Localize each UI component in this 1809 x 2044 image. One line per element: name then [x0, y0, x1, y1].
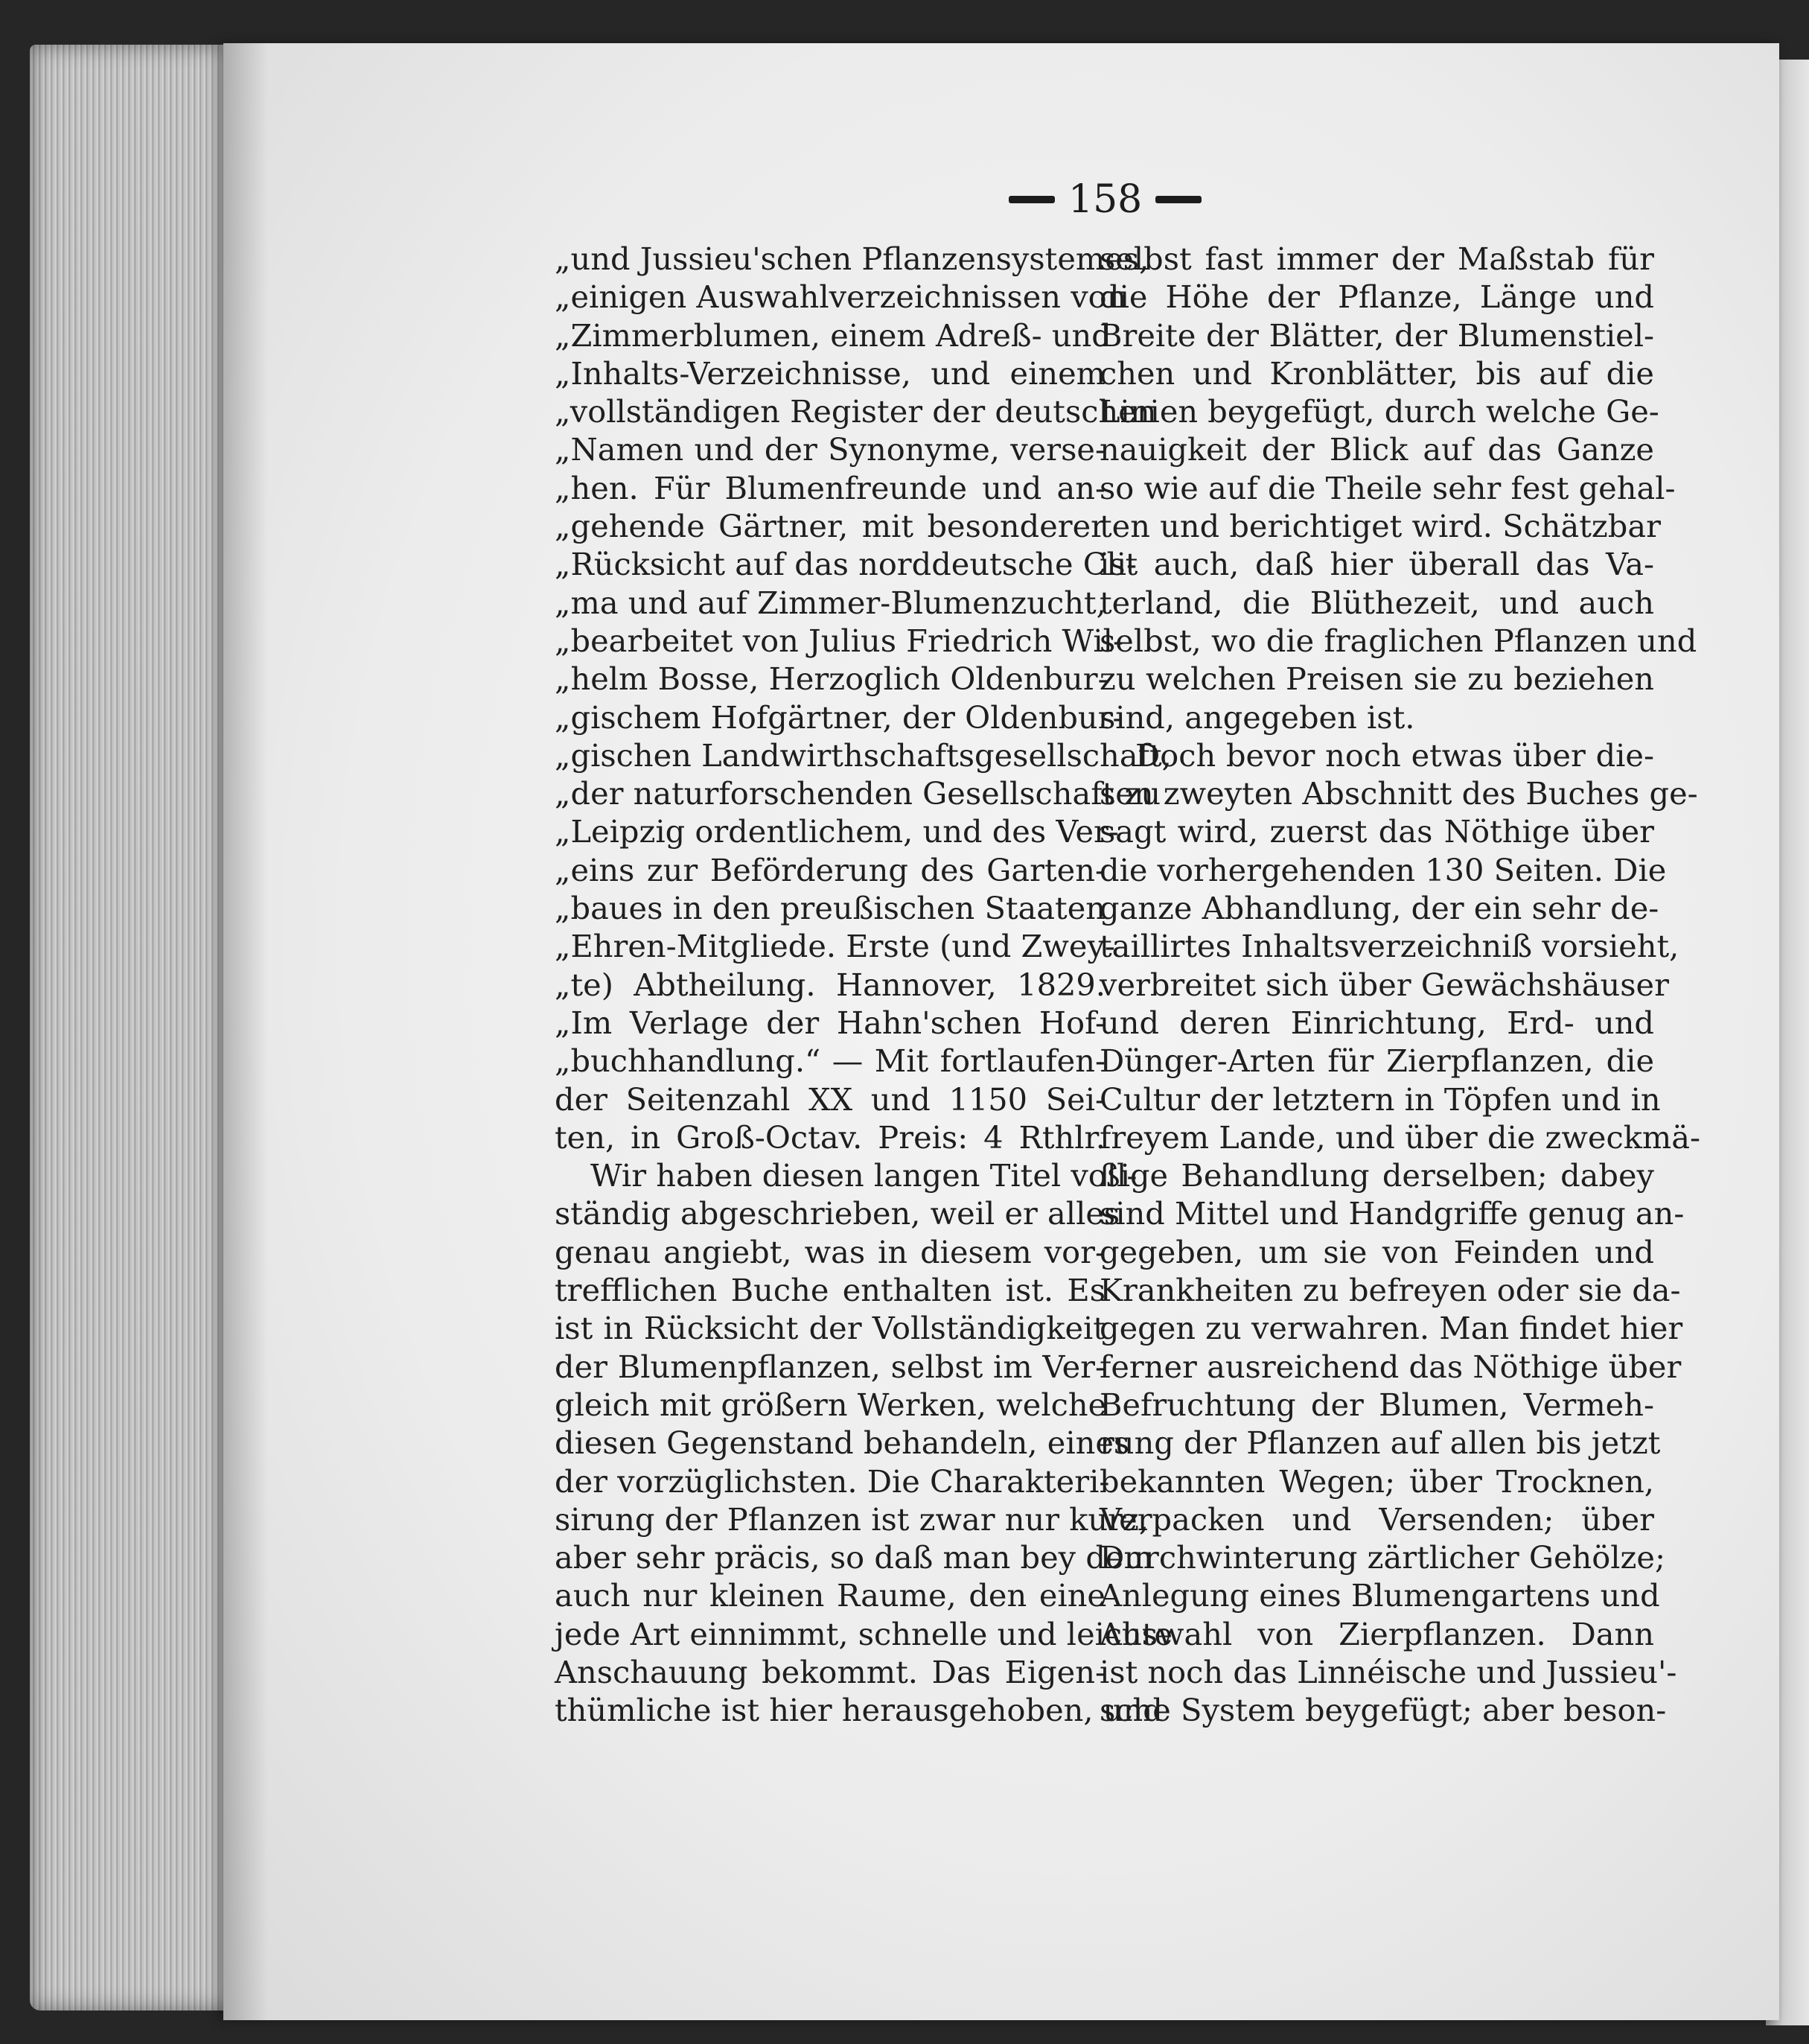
text-line: „der naturforschenden Gesellschaft zu — [555, 775, 1161, 812]
text-line: Cultur der letztern in Töpfen und in — [1100, 1080, 1661, 1118]
text-line: „hen. Für Blumenfreunde und an- — [555, 469, 1106, 506]
text-line: ist auch, daß hier überall das Va- — [1100, 546, 1654, 583]
text-line: sche System beygefügt; aber beson- — [1100, 1692, 1667, 1729]
text-line: sen zweyten Abschnitt des Buches ge- — [1100, 775, 1698, 812]
text-line: zu welchen Preisen sie zu beziehen — [1100, 660, 1654, 698]
text-line: Verpacken und Versenden; über — [1100, 1500, 1654, 1538]
text-line: „Inhalts-Verzeichnisse, und einem — [555, 354, 1106, 392]
text-line: „einigen Auswahlverzeichnissen von — [555, 278, 1127, 316]
text-line: Durchwinterung zärtlicher Gehölze; — [1100, 1539, 1665, 1576]
header-dash-right — [1155, 196, 1202, 203]
text-line: „bearbeitet von Julius Friedrich Wil- — [555, 622, 1123, 659]
text-line: sagt wird, zuerst das Nöthige über — [1100, 813, 1654, 850]
page-number: 158 — [1068, 177, 1143, 222]
text-line: gegeben, um sie von Feinden und — [1100, 1233, 1654, 1270]
text-line: thümliche ist hier herausgehoben, und — [555, 1692, 1163, 1729]
text-line: so wie auf die Theile sehr fest gehal- — [1100, 469, 1676, 506]
page-edges — [30, 45, 231, 2010]
text-line: „gehende Gärtner, mit besonderer — [555, 508, 1106, 545]
text-line: ist in Rücksicht der Vollständigkeit — [555, 1310, 1106, 1347]
text-line: ten und berichtiget wird. Schätzbar — [1100, 508, 1661, 545]
text-line: gleich mit größern Werken, welche — [555, 1386, 1107, 1423]
text-line: „Ehren-Mitgliede. Erste (und Zwey- — [555, 928, 1115, 965]
text-line: Breite der Blätter, der Blumenstiel- — [1100, 316, 1654, 354]
text-line: ganze Abhandlung, der ein sehr de- — [1100, 890, 1659, 927]
text-line: jede Art einnimmt, schnelle und leichte — [555, 1615, 1173, 1652]
text-line: „helm Bosse, Herzoglich Oldenbur- — [555, 660, 1108, 698]
text-line: der Blumenpflanzen, selbst im Ver- — [555, 1348, 1106, 1385]
text-line: selbst fast immer der Maßstab für — [1100, 241, 1654, 277]
text-line: nauigkeit der Blick auf das Ganze — [1100, 431, 1654, 468]
text-line: Krankheiten zu befreyen oder sie da- — [1100, 1272, 1681, 1309]
text-line: ist noch das Linnéische und Jussieu'- — [1100, 1653, 1677, 1690]
text-line: genau angiebt, was in diesem vor- — [555, 1233, 1106, 1270]
text-line: rung der Pflanzen auf allen bis jetzt — [1100, 1424, 1661, 1462]
text-line: Wir haben diesen langen Titel voll- — [590, 1157, 1138, 1194]
text-line: selbst, wo die fraglichen Pflanzen und — [1100, 622, 1697, 659]
text-line: diesen Gegenstand behandeln, eines — [555, 1424, 1130, 1462]
text-line: ßige Behandlung derselben; dabey — [1100, 1157, 1654, 1194]
text-line: „Leipzig ordentlichem, und des Ver- — [555, 813, 1119, 850]
text-line: Befruchtung der Blumen, Vermeh- — [1100, 1386, 1654, 1423]
text-line: die vorhergehenden 130 Seiten. Die — [1100, 851, 1667, 888]
header-dash-left — [1009, 196, 1055, 203]
text-line: „Im Verlage der Hahn'schen Hof- — [555, 1004, 1106, 1041]
text-line: Dünger-Arten für Zierpflanzen, die — [1100, 1042, 1654, 1080]
text-line: „buchhandlung.“ — Mit fortlaufen- — [555, 1042, 1106, 1080]
text-line: taillirtes Inhaltsverzeichniß vorsieht, — [1100, 928, 1679, 965]
text-line: Anlegung eines Blumengartens und — [1100, 1577, 1660, 1614]
text-line: auch nur kleinen Raume, den eine — [555, 1577, 1106, 1614]
text-line: trefflichen Buche enthalten ist. Es — [555, 1272, 1106, 1309]
text-line: gegen zu verwahren. Man findet hier — [1100, 1310, 1683, 1347]
text-line: sind, angegeben ist. — [1100, 698, 1415, 736]
text-line: ständig abgeschrieben, weil er alles — [555, 1195, 1120, 1232]
text-line: Auswahl von Zierpflanzen. Dann — [1100, 1615, 1654, 1652]
text-line: die Höhe der Pflanze, Länge und — [1100, 278, 1654, 316]
text-line: „eins zur Beförderung des Garten- — [555, 851, 1106, 888]
text-line: chen und Kronblätter, bis auf die — [1100, 354, 1654, 392]
text-line: Anschauung bekommt. Das Eigen- — [555, 1653, 1106, 1690]
text-line: terland, die Blüthezeit, und auch — [1100, 584, 1654, 621]
page-header — [1009, 177, 1202, 222]
text-line: „vollständigen Register der deutschen — [555, 393, 1157, 430]
text-line: „te) Abtheilung. Hannover, 1829. — [555, 966, 1106, 1003]
text-line: verbreitet sich über Gewächshäuser — [1100, 966, 1669, 1003]
text-line: „Namen und der Synonyme, verse- — [555, 431, 1106, 468]
text-line: Linien beygefügt, durch welche Ge- — [1100, 393, 1659, 430]
text-line: aber sehr präcis, so daß man bey dem — [555, 1539, 1153, 1576]
text-line: „Rücksicht auf das norddeutsche Cli- — [555, 546, 1138, 583]
text-line: freyem Lande, und über die zweckmä- — [1100, 1118, 1700, 1156]
text-line: und deren Einrichtung, Erd- und — [1100, 1004, 1654, 1041]
right-text-column — [1100, 240, 1700, 1730]
text-line: ferner ausreichend das Nöthige über — [1100, 1348, 1682, 1385]
text-line: Doch bevor noch etwas über die- — [1135, 736, 1654, 774]
text-line: „baues in den preußischen Staaten — [555, 890, 1106, 927]
text-line: „und Jussieu'schen Pflanzensystemes, — [555, 241, 1149, 277]
text-line: sind Mittel und Handgriffe genug an- — [1100, 1195, 1685, 1232]
text-line: bekannten Wegen; über Trocknen, — [1100, 1462, 1654, 1500]
text-line: „gischem Hofgärtner, der Oldenbur- — [555, 698, 1123, 736]
text-line: sirung der Pflanzen ist zwar nur kurz, — [555, 1500, 1149, 1538]
text-line: „Zimmerblumen, einem Adreß- und — [555, 316, 1111, 354]
text-line: „gischen Landwirthschaftsgesellschaft, — [555, 736, 1172, 774]
text-line: „ma und auf Zimmer-Blumenzucht, — [555, 584, 1106, 621]
text-line: der vorzüglichsten. Die Charakteri- — [555, 1462, 1110, 1500]
left-text-column — [555, 240, 1173, 1730]
text-line: ten, in Groß-Octav. Preis: 4 Rthlr. — [555, 1118, 1106, 1156]
text-line: der Seitenzahl XX und 1150 Sei- — [555, 1080, 1106, 1118]
